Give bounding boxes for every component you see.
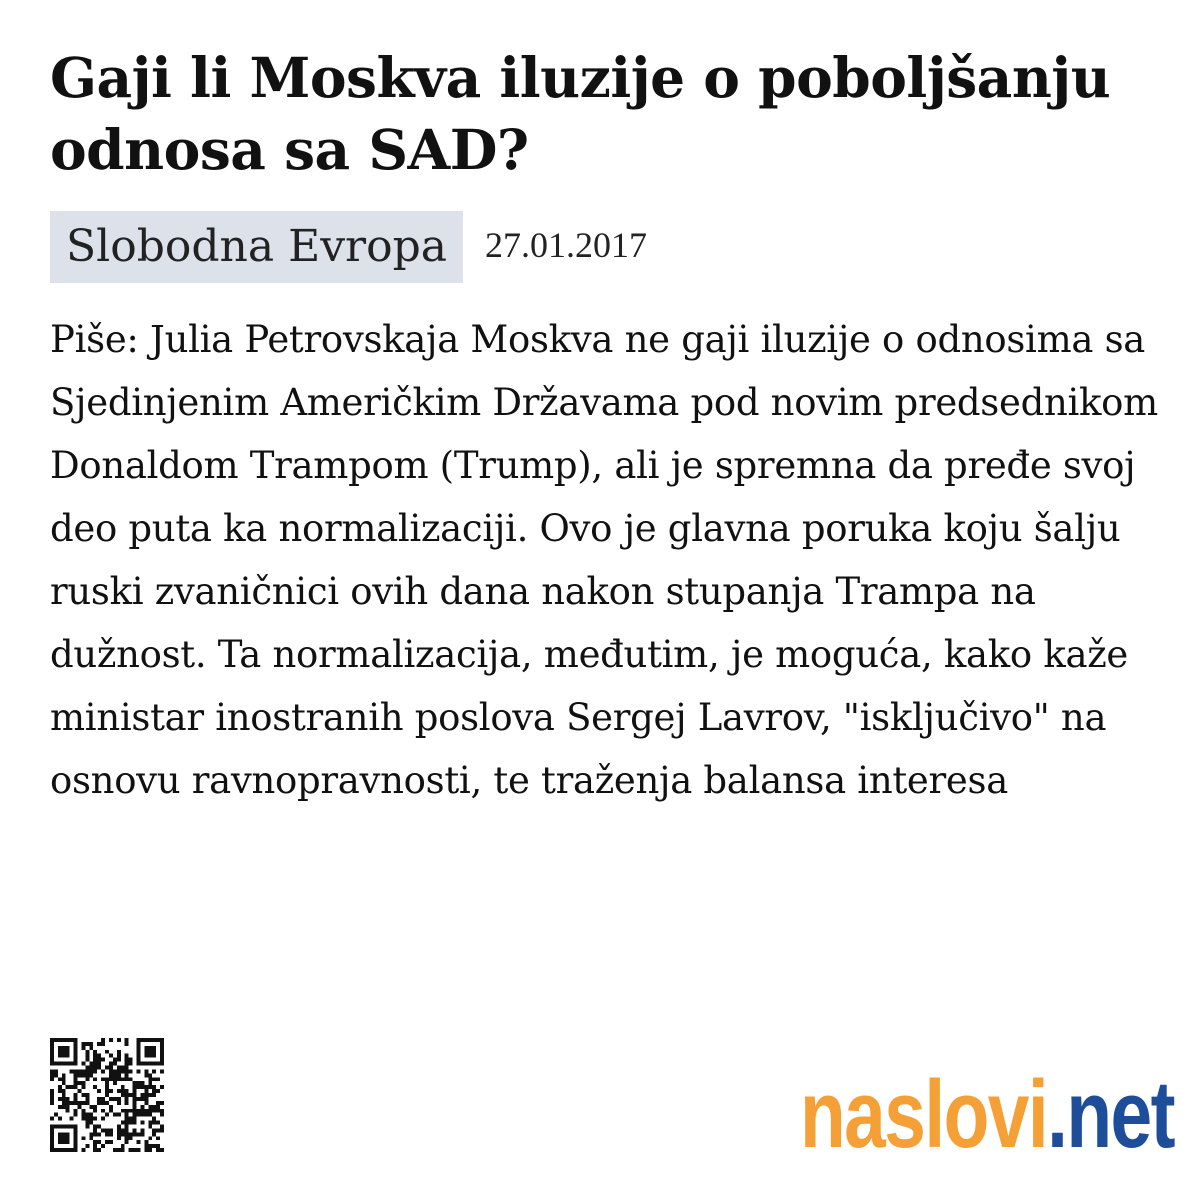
article-title: Gaji li Moskva iluzije o poboljšanju odnosa sa SAD? xyxy=(50,45,1111,182)
source-badge[interactable]: Slobodna Evropa xyxy=(50,211,463,283)
publish-date: 27.01.2017 xyxy=(484,225,647,265)
logo-text-domain: .net xyxy=(1047,1061,1174,1168)
article-body: Piše: Julia Petrovskaja Moskva ne gaji iluzije o odnosima sa Sjedinjenim Američkim Državama pod novim predsednikom Donaldom Trampom (Trump), ali je spremna da pređe svoj deo puta ka normalizaciji. Ovo je glavna poruka koju šalju ruski zvaničnici ovih dana nakon stupanja Trampa na dužnost. Ta normalizacija, međutim, je moguća, kako kaže ministar inostranih poslova Sergej Lavrov, "isključivo" na osnovu ravnopravnosti, te traženja balansa interesa xyxy=(50,318,1158,802)
article-meta xyxy=(50,211,647,283)
naslovi-logo[interactable] xyxy=(800,1060,1174,1170)
logo-text-main: naslovi xyxy=(800,1061,1048,1168)
qr-code-icon xyxy=(50,1038,164,1152)
text-fade-overlay xyxy=(50,812,1160,898)
article-body-container xyxy=(50,308,1160,898)
